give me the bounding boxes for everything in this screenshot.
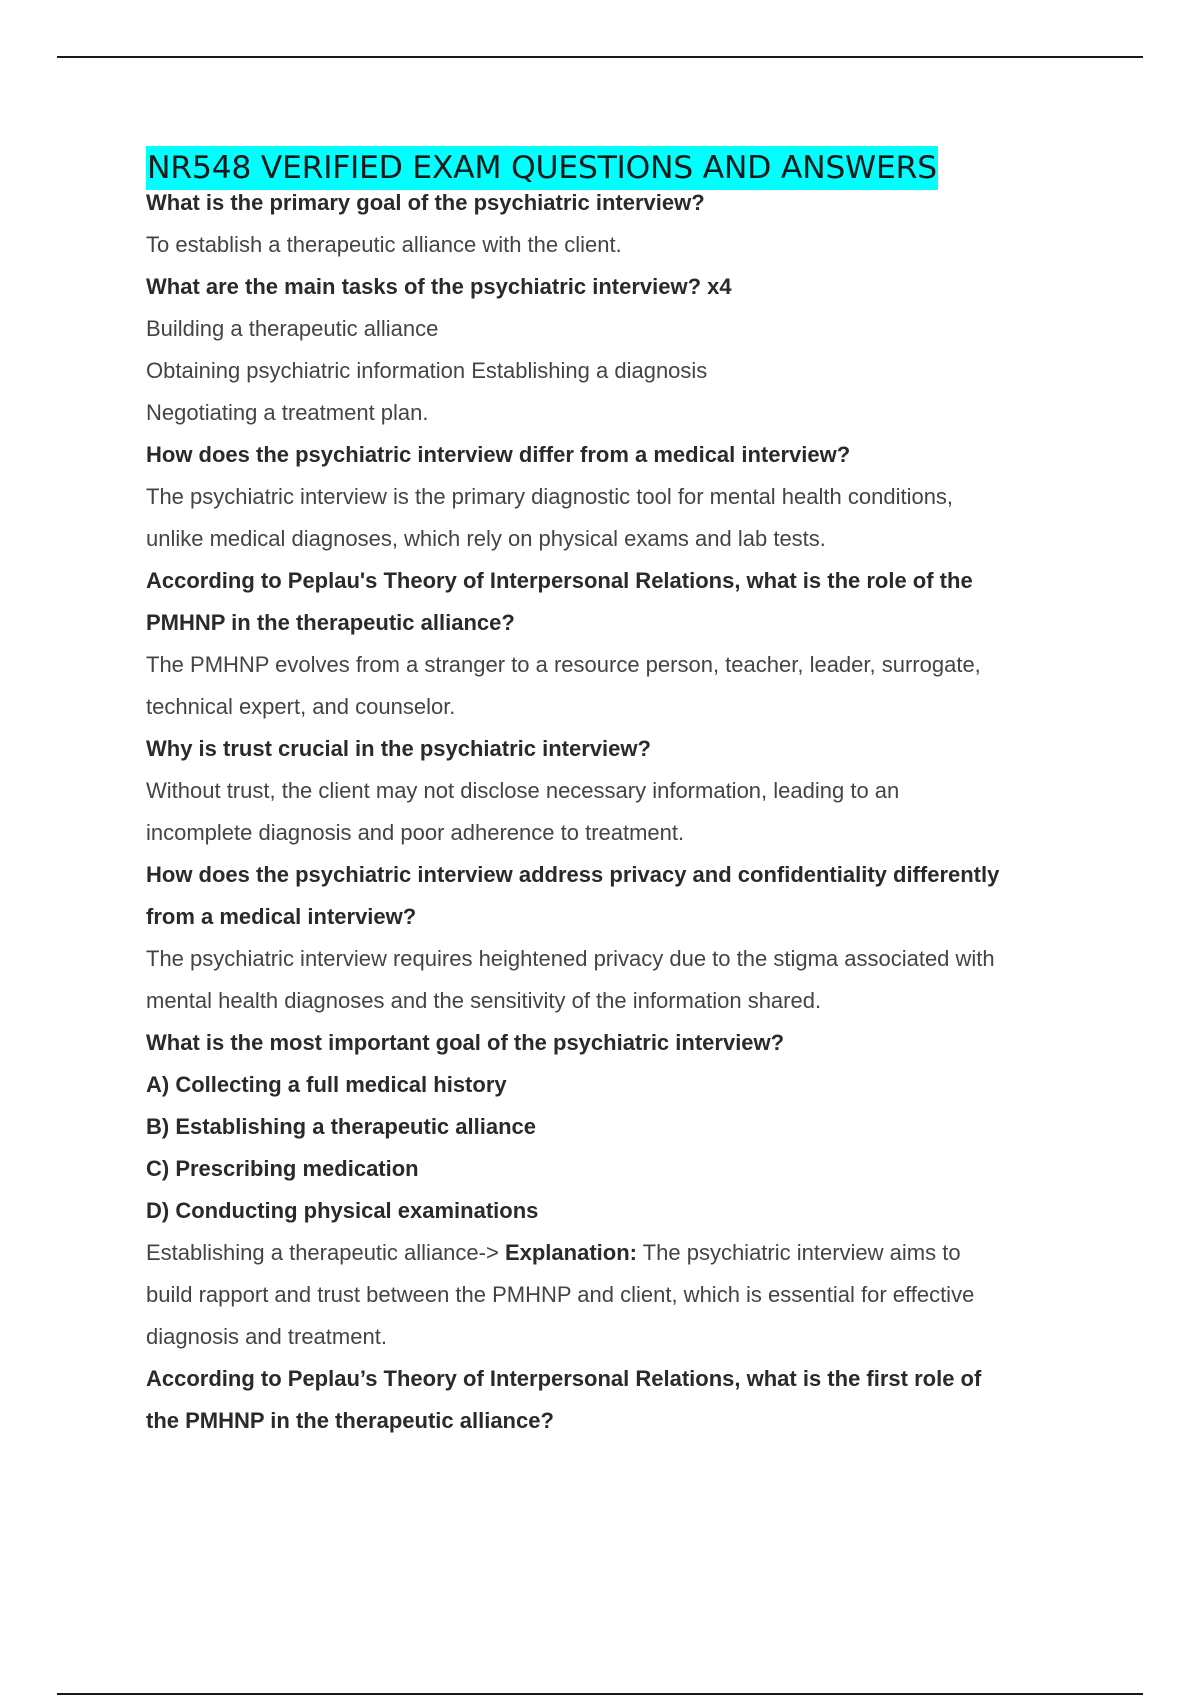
answer-text: The psychiatric interview requires heightened privacy due to the stigma associated with [146, 946, 995, 971]
option-d: D) Conducting physical examinations [146, 1198, 539, 1223]
explanation-text: The psychiatric interview aims to [636, 1240, 961, 1265]
answer-text: Obtaining psychiatric information Establishing a diagnosis [146, 358, 708, 383]
explanation-line: diagnosis and treatment. [146, 1324, 387, 1349]
option-c: C) Prescribing medication [146, 1156, 419, 1181]
answer-text: Building a therapeutic alliance [146, 316, 439, 341]
footer-rule [57, 1693, 1143, 1695]
document-title: NR548 VERIFIED EXAM QUESTIONS AND ANSWERS [146, 146, 938, 190]
question-text: According to Peplau’s Theory of Interpersonal Relations, what is the first role of [146, 1366, 982, 1391]
question-text: from a medical interview? [146, 904, 417, 929]
explanation-line: build rapport and trust between the PMHNP and client, which is essential for effective [146, 1282, 975, 1307]
answer-text: unlike medical diagnoses, which rely on physical exams and lab tests. [146, 526, 826, 551]
question-text: How does the psychiatric interview differ from a medical interview? [146, 442, 851, 467]
question-text: How does the psychiatric interview address privacy and confidentiality differently [146, 862, 1000, 887]
question-text: What is the primary goal of the psychiatric interview? [146, 190, 705, 215]
option-b: B) Establishing a therapeutic alliance [146, 1114, 536, 1139]
explanation-lead: Establishing a therapeutic alliance-> [146, 1240, 505, 1265]
answer-text: mental health diagnoses and the sensitivity of the information shared. [146, 988, 822, 1013]
question-text: What are the main tasks of the psychiatric interview? x4 [146, 274, 732, 299]
explanation-label: Explanation: [504, 1240, 637, 1265]
document-body [146, 146, 1096, 1442]
answer-text: The PMHNP evolves from a stranger to a resource person, teacher, leader, surrogate, [146, 652, 981, 677]
question-text: Why is trust crucial in the psychiatric interview? [146, 736, 651, 761]
answer-text: Without trust, the client may not disclose necessary information, leading to an [146, 778, 900, 803]
answer-text: The psychiatric interview is the primary diagnostic tool for mental health conditions, [146, 484, 954, 509]
answer-text: technical expert, and counselor. [146, 694, 456, 719]
question-text: According to Peplau's Theory of Interpersonal Relations, what is the role of the [146, 568, 973, 593]
question-text: PMHNP in the therapeutic alliance? [146, 610, 515, 635]
answer-text: incomplete diagnosis and poor adherence to treatment. [146, 820, 685, 845]
answer-text: To establish a therapeutic alliance with the client. [146, 232, 622, 257]
header-rule [57, 56, 1143, 58]
option-a: A) Collecting a full medical history [146, 1072, 507, 1097]
answer-text: Negotiating a treatment plan. [146, 400, 429, 425]
explanation-line [146, 1232, 1096, 1274]
question-text: the PMHNP in the therapeutic alliance? [146, 1408, 554, 1433]
question-text: What is the most important goal of the psychiatric interview? [146, 1030, 785, 1055]
